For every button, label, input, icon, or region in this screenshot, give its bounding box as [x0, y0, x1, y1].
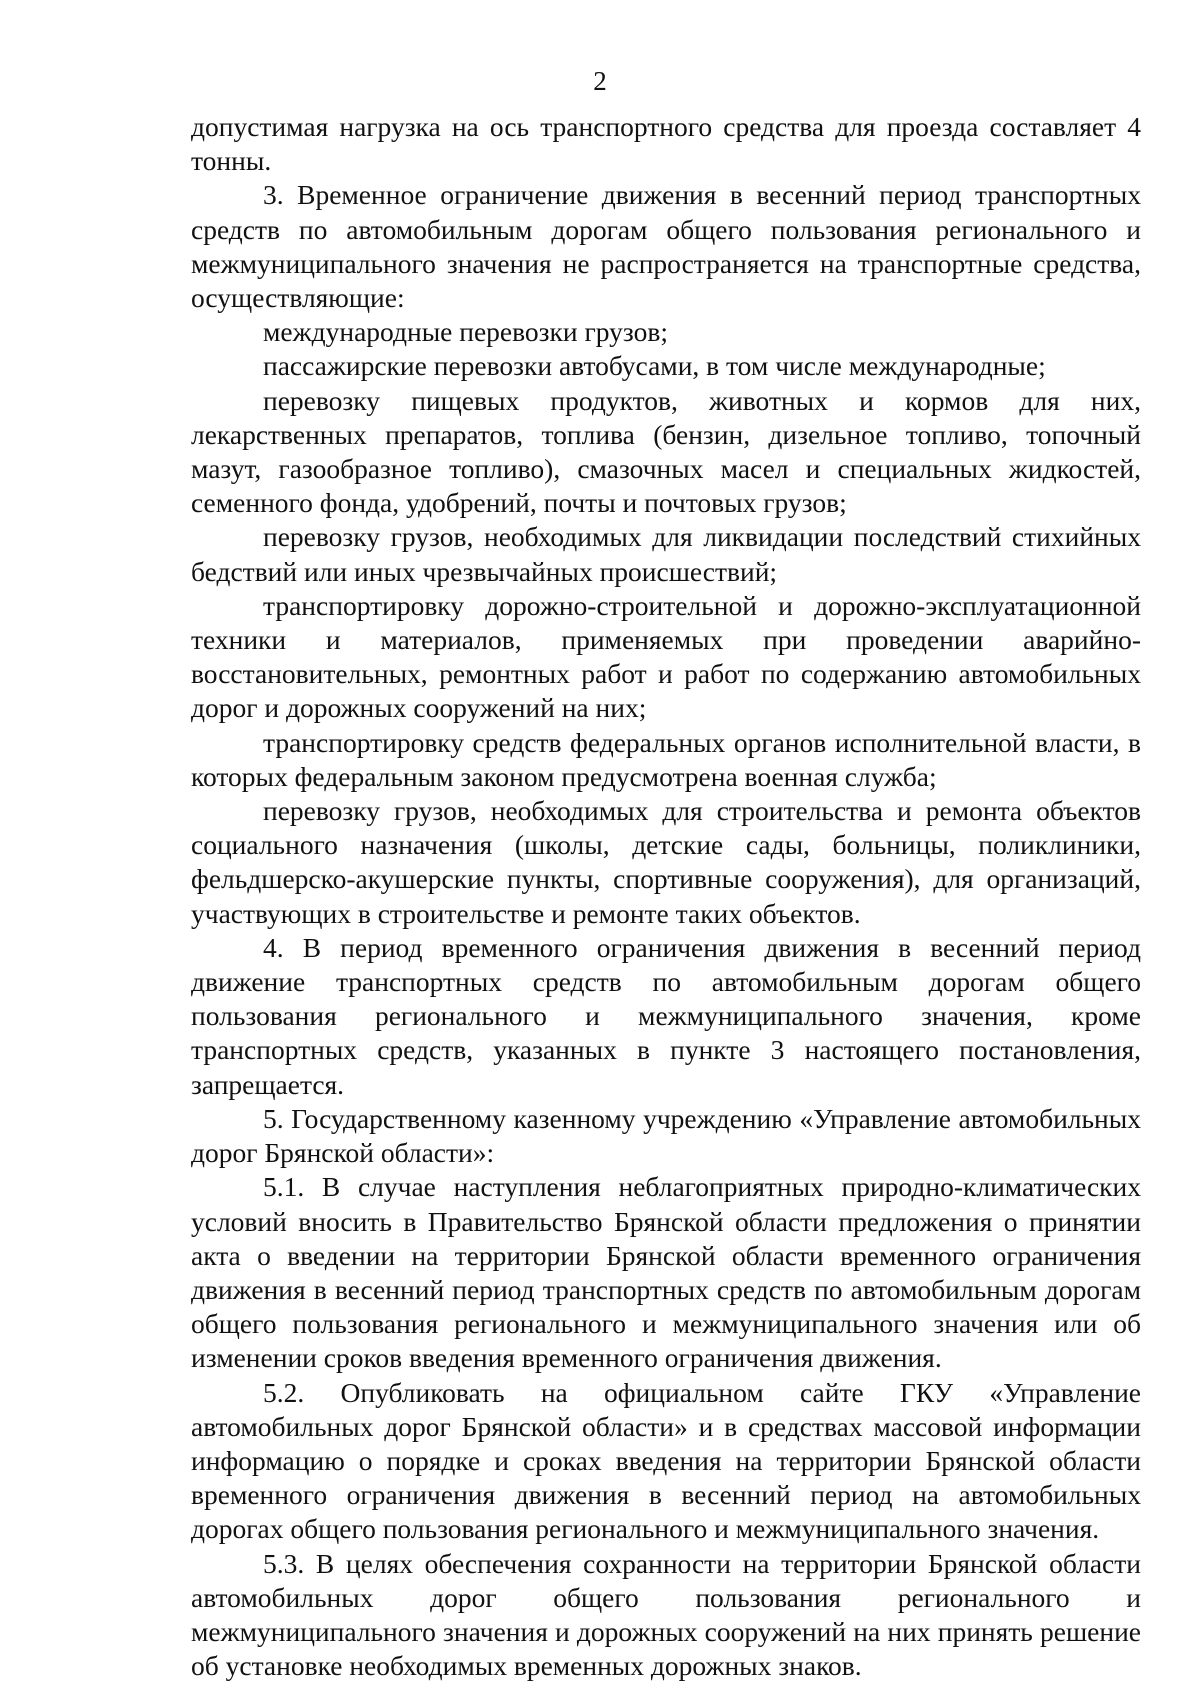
paragraph-item-3: 3. Временное ограничение движения в весенний период транспортных средств по автомобильным дорогам общего пользования регионального и межмуниципального значения не распространяется на транспортные средства, осуществляющие:: [191, 179, 1141, 314]
page-number: 2: [593, 66, 607, 96]
list-item-federal-agencies: транспортировку средств федеральных органов исполнительной власти, в которых федеральным законом предусмотрена военная служба;: [191, 726, 1141, 792]
list-item-social-construction: перевозку грузов, необходимых для строительства и ремонта объектов социального назначения (школы, детские сады, больницы, поликлиники, фельдшерско-акушерские пункты, спортивные сооружения), для организаций, участвующих в строительстве и ремонте таких объектов.: [191, 795, 1141, 929]
paragraph-item-5-1: 5.1. В случае наступления неблагоприятных природно-климатических условий вносить в Правительство Брянской области предложения о принятии акта о введении на территории Брянской области временного ограничения движения в весенний период транспортных средств по автомобильным дорогам общего пользования регионального и межмуниципального значения или об изменении сроков введения временного ограничения движения.: [191, 1171, 1141, 1374]
paragraph-item-5: 5. Государственному казенному учреждению «Управление автомобильных дорог Брянской области»:: [191, 1102, 1141, 1169]
list-item-international-cargo: международные перевозки грузов;: [263, 316, 668, 348]
document-body: [191, 110, 1141, 1683]
paragraph-item-5-3: 5.3. В целях обеспечения сохранности на территории Брянской области автомобильных дорог общего пользования регионального и межмуниципального значения и дорожных сооружений на них принять решение об установке необходимых временных дорожных знаков.: [191, 1547, 1141, 1682]
list-item-passenger-buses: пассажирские перевозки автобусами, в том числе международные;: [263, 350, 1046, 382]
paragraph-item-5-2: 5.2. Опубликовать на официальном сайте ГКУ «Управление автомобильных дорог Брянской области» и в средствах массовой информации информацию о порядке и сроках введения на территории Брянской области временного ограничения движения в весенний период на автомобильных дорогах общего пользования регионального и межмуниципального значения.: [191, 1376, 1141, 1545]
list-item-food-fuel: перевозку пищевых продуктов, животных и кормов для них, лекарственных препаратов, топлива (бензин, дизельное топливо, топочный мазут, газообразное топливо), смазочных масел и специальных жидкостей, семенного фонда, удобрений, почты и почтовых грузов;: [191, 384, 1141, 519]
list-item-road-machinery: транспортировку дорожно-строительной и дорожно-эксплуатационной техники и материалов, применяемых при проведении аварийно-восстановительных, ремонтных работ и работ по содержанию автомобильных дорог и дорожных сооружений на них;: [191, 589, 1141, 724]
paragraph-item-4: 4. В период временного ограничения движения в весенний период движение транспортных средств по автомобильным дорогам общего пользования регионального и межмуниципального значения, кроме транспортных средств, указанных в пункте 3 настоящего постановления, запрещается.: [191, 931, 1141, 1100]
list-item-disaster-relief: перевозку грузов, необходимых для ликвидации последствий стихийных бедствий или иных чрезвычайных происшествий;: [191, 521, 1141, 587]
paragraph-continuation: допустимая нагрузка на ось транспортного средства для проезда составляет 4 тонны.: [191, 111, 1141, 177]
